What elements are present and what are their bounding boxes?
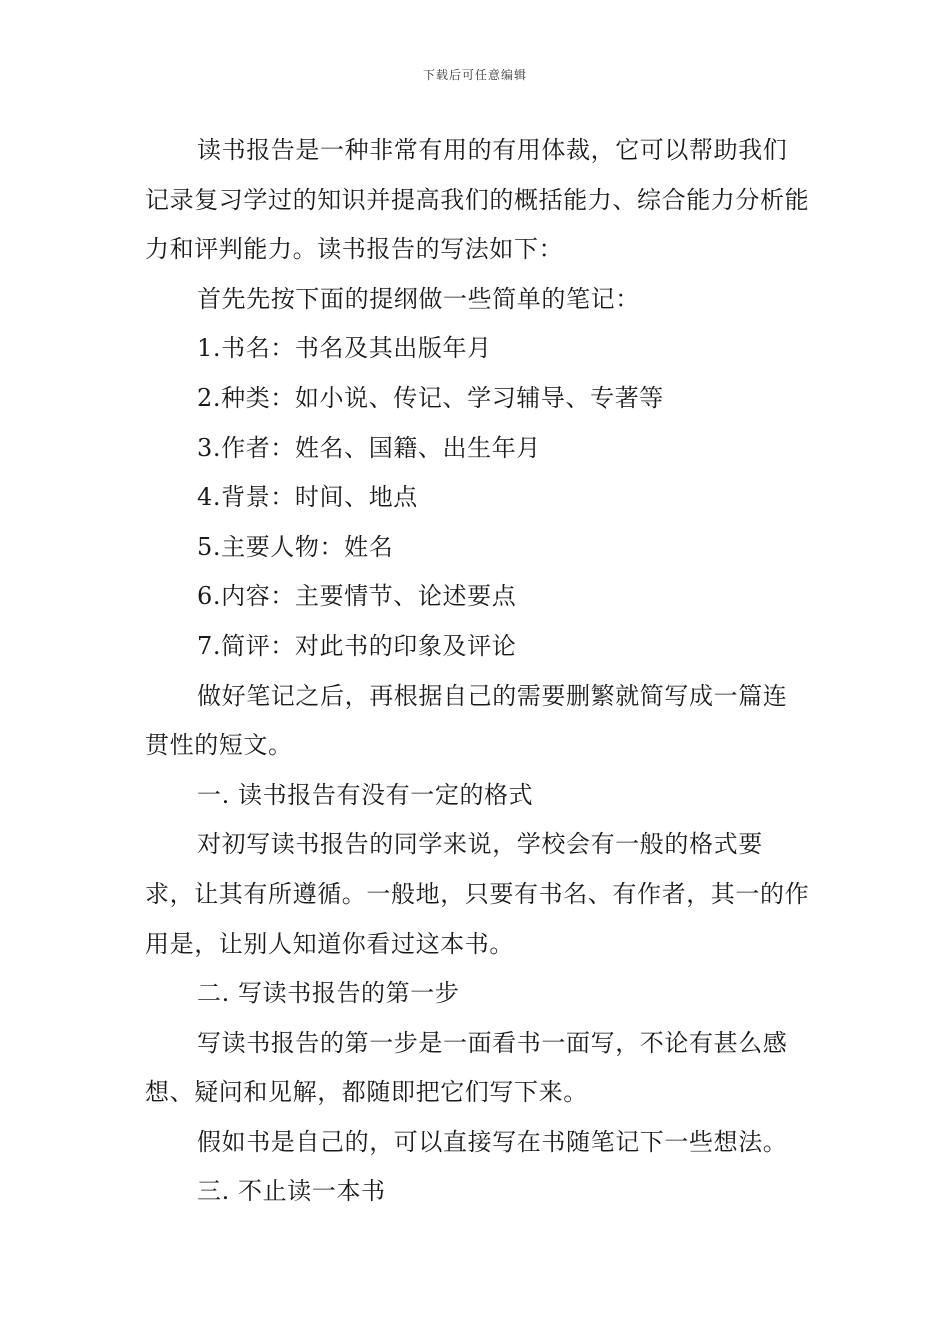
list-item-characters: 5.主要人物：姓名 — [197, 532, 394, 561]
list-item-book-title: 1.书名：书名及其出版年月 — [197, 334, 492, 363]
paragraph-format: 对初写读书报告的同学来说，学校会有一般的格式要求，让其有所遵循。一般地，只要有书名、有作者，其一的作用是，让别人知道你看过这本书。 — [145, 830, 810, 958]
paragraph-notes-lead: 首先先按下面的提纲做一些简单的笔记： — [197, 284, 640, 313]
list-item-content: 6.内容：主要情节、论述要点 — [197, 582, 517, 611]
section-heading-more-books: 三. 不止读一本书 — [197, 1177, 386, 1206]
page-header: 下载后可任意编辑 — [422, 68, 527, 82]
list-item-genre: 2.种类：如小说、传记、学习辅导、专著等 — [197, 383, 664, 412]
list-item-author: 3.作者：姓名、国籍、出生年月 — [197, 433, 541, 462]
section-heading-format: 一. 读书报告有没有一定的格式 — [197, 780, 534, 809]
section-heading-first-step: 二. 写读书报告的第一步 — [197, 979, 460, 1008]
paragraph-after-notes: 做好笔记之后，再根据自己的需要删繁就简写成一篇连贯性的短文。 — [145, 681, 788, 760]
paragraph-first-step: 写读书报告的第一步是一面看书一面写，不论有甚么感想、疑问和见解，都随即把它们写下来。 — [145, 1028, 788, 1107]
document-body — [145, 126, 810, 1217]
paragraph-own-book: 假如书是自己的，可以直接写在书随笔记下一些想法。 — [197, 1127, 788, 1156]
list-item-background: 4.背景：时间、地点 — [197, 483, 418, 512]
paragraph-intro: 读书报告是一种非常有用的有用体裁，它可以帮助我们记录复习学过的知识并提高我们的概括能力、综合能力分析能力和评判能力。读书报告的写法如下： — [145, 136, 810, 264]
list-item-review: 7.简评：对此书的印象及评论 — [197, 631, 517, 660]
